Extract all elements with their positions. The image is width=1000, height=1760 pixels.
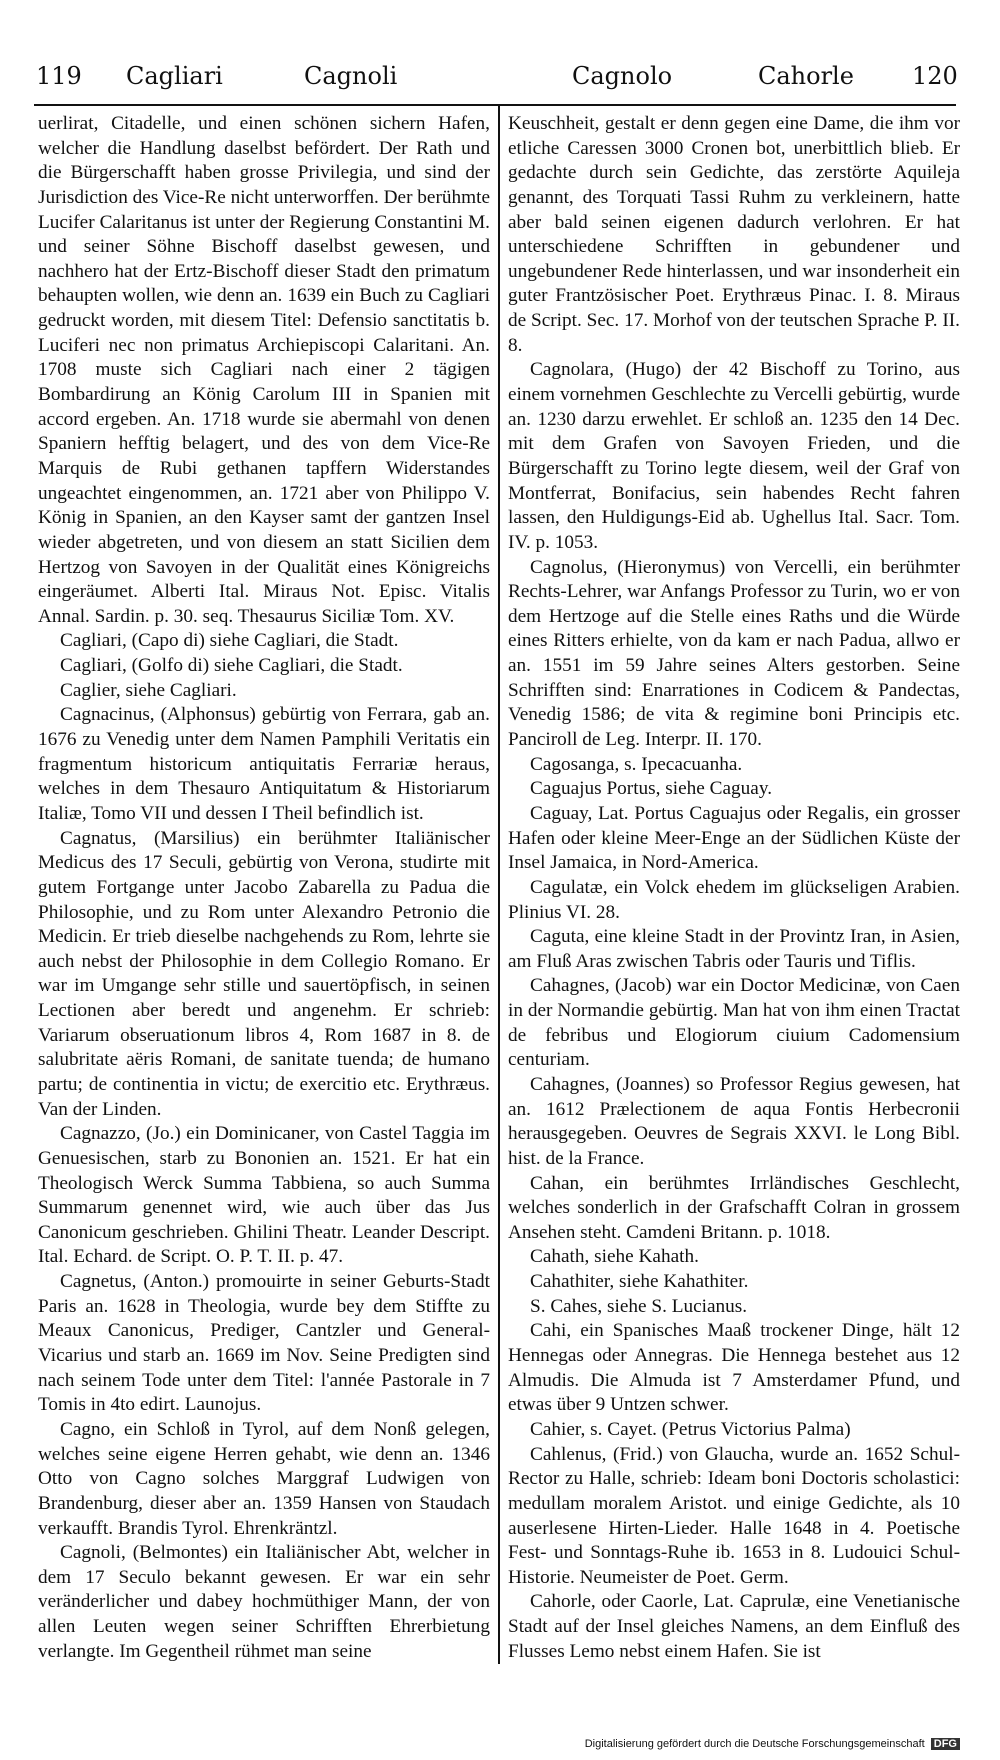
entry-paragraph: Cahathiter, siehe Kahathiter. [530, 1271, 749, 1293]
entry-paragraph: Cahier, s. Cayet. (Petrus Victorius Palma) [530, 1418, 851, 1440]
entry-paragraph: Cahlenus, (Frid.) von Glaucha, wurde an. 1652 Schul-Rector zu Halle, schrieb: Ideam boni Doctoris scholastici: medullam moralem Aristot. und einige Gedichte, als 10 auserlesene Hirten-Lieder. Halle 1648 in 4. Poetische Fest- und Sonntags-Ruhe ib. 1653 in 8. Ludouici Schul-Historie. Neumeister de Poet. Germ. [508, 1443, 960, 1588]
right-page-number: 120 [912, 62, 958, 90]
entry-paragraph: Cagnatus, (Marsilius) ein berühmter Italiänischer Medicus des 17 Seculi, gebürtig von Verona, studirte mit gutem Fortgange unter Jacobo Zabarella zu Padua die Philosophie, und zu Rom unter Alexandro Petronio die Medicin. Er trieb dieselbe nachgehends zu Rom, lehrte sie auch nebst der Philosophie in dem Collegio Romano. Er war im Umgange sehr stille und sauertöpfisch, in seinen Lectionen aber beredt und angenehm. Er schrieb: Variarum obseruationum libros 4, Rom 1687 in 8. de salubritate aëris Romani, de sanitate tuenda; de humano partu; de continentia in victu; de exercitio etc. Erythræus. Van der Linden. [38, 827, 490, 1120]
right-column [508, 112, 960, 1664]
entry-paragraph: Cagnoli, (Belmontes) ein Italiänischer Abt, welcher in dem 17 Seculo bekannt gewesen. Er war ein sehr veränderlicher und dabey hochmüthiger Mann, der von allen Leuten wegen seiner Schrifften Ehrerbietung verlangte. Im Gegentheil rühmet man seine [38, 1542, 490, 1662]
left-catchword-1: Cagliari [126, 62, 223, 90]
dfg-logo: DFG [931, 1738, 960, 1750]
entry-paragraph: Cagnetus, (Anton.) promouirte in seiner Geburts-Stadt Paris an. 1628 in Theologia, wurde bey dem Stiffte zu Meaux Canonicus, Prediger, Cantzler und General-Vicarius und starb an. 1669 im Nov. Seine Predigten sind nach seinem Tode unter dem Titel: l'année Pastorale in 7 Tomis in 4to edirt. Launojus. [38, 1271, 490, 1416]
left-catchword-2: Cagnoli [304, 62, 398, 90]
footer-text: Digitalisierung gefördert durch die Deutsche Forschungsgemeinschaft [584, 1738, 925, 1750]
entry-paragraph: Caguajus Portus, siehe Caguay. [530, 778, 773, 800]
entry-paragraph: Cahorle, oder Caorle, Lat. Caprulæ, eine Venetianische Stadt auf der Insel gleiches Namens, an dem Einfluß des Flusses Lemo nebst einem Hafen. Sie ist [508, 1591, 960, 1662]
entry-paragraph: Cagnolus, (Hieronymus) von Vercelli, ein berühmter Rechts-Lehrer, war Anfangs Professor zu Turin, wo er von dem Hertzoge auf die Stelle eines Raths und die Würde eines Ritters erhielte, von da kam er nach Padua, allwo er an. 1551 im 59 Jahre seines Alters gestorben. Seine Schrifften sind: Enarrationes in Codicem & Pandectas, Venedig 1586; de vita & regimine boni Principis etc. Panciroll de Leg. Interpr. II. 170. [508, 556, 960, 751]
entry-paragraph: Cagnacinus, (Alphonsus) gebürtig von Ferrara, gab an. 1676 zu Venedig unter dem Namen Pamphili Veritatis ein fragmentum historicum antiquitatis Ferrariæ heraus, welches in dem Thesauro Antiquitatum & Historiarum Italiæ, Tomo VII und dessen I Theil befindlich ist. [38, 704, 490, 824]
right-catchword-1: Cagnolo [572, 62, 673, 90]
entry-paragraph: Cahath, siehe Kahath. [530, 1246, 699, 1268]
entry-paragraph: Caguay, Lat. Portus Caguajus oder Regalis, ein grosser Hafen oder kleine Meer-Enge an der Südlichen Küste der Insel Jamaica, in Nord-America. [508, 802, 960, 874]
left-column [38, 112, 490, 1664]
entry-paragraph: Cagulatæ, ein Volck ehedem im glückseligen Arabien. Plinius VI. 28. [508, 876, 960, 923]
entry-paragraph: Keuschheit, gestalt er denn gegen eine Dame, die ihm vor etliche Caressen 3000 Cronen bot, unerbittlich blieb. Er gedachte durch sein Gedichte, das zerstörte Aquileja genannt, des Torquati Tassi Ruhm zu verkleinern, hatte aber bald seinen eigenen dadurch verlohren. Er hat unterschiedene Schrifften in gebundener und ungebundener Rede hinterlassen, und war insonderheit ein guter Frantzösischer Poet. Erythræus Pinac. I. 8. Miraus de Script. Sec. 17. Morhof von der teutschen Sprache P. II. 8. [508, 113, 960, 356]
header-rule [34, 104, 956, 106]
page-header [36, 62, 956, 96]
entry-paragraph: Cahagnes, (Joannes) so Professor Regius gewesen, hat an. 1612 Prælectionem de aqua Fontis Herbecronii herausgegeben. Oeuvres de Segrais XXVI. le Long Bibl. hist. de la France. [508, 1073, 960, 1169]
entry-paragraph: Cagnolara, (Hugo) der 42 Bischoff zu Torino, aus einem vornehmen Geschlechte zu Vercelli gebürtig, wurde an. 1230 darzu erwehlet. Er schloß an. 1235 den 14 Dec. mit dem Grafen von Savoyen Frieden, und die Bürgerschafft zu Torino legte diesem, weil der Graf von Montferrat, Bonifacius, sein habendes Recht fahren lassen, den Huldigungs-Eid ab. Ughellus Ital. Sacr. Tom. IV. p. 1053. [508, 359, 960, 553]
entry-paragraph: Cagosanga, s. Ipecacuanha. [530, 753, 743, 775]
entry-paragraph: Cagliari, (Capo di) siehe Cagliari, die Stadt. [60, 630, 399, 652]
footer-credit [560, 1738, 960, 1750]
entry-paragraph: uerlirat, Citadelle, und einen schönen sichern Hafen, welcher die Handlung daselbst befördert. Der Rath und die Bürgerschafft haben grosse Privilegia, und sind der Jurisdiction des Vice-Re nicht unterworffen. Der berühmte Lucifer Calaritanus ist unter der Regierung Constantini M. und seiner Söhne Bischoff daselbst gewesen, und nachhero hat der Ertz-Bischoff dieser Stadt den primatum behaupten wollen, wie denn an. 1639 ein Buch zu Cagliari gedruckt worden, mit diesem Titel: Defensio sanctitatis b. Luciferi nec non primatus Archiepiscopi Calaritani. An. 1708 muste sich Cagliari nach einer 2 tägigen Bombardirung an König Carolum III in Spanien mit accord ergeben. An. 1718 wurde sie abermahl von denen Spaniern hefftig belagert, und des von dem Vice-Re Marquis de Rubi gethanen tapffern Widerstandes ungeachtet eingenommen, an. 1721 aber von Philippo V. König in Spanien, an den Kayser samt der gantzen Insel wieder abgetreten, und von diesem an statt Sicilien dem Hertzog von Savoyen in der Qualität eines Königreichs eingeräumet. Alberti Ital. Miraus Not. Episc. Vitalis Annal. Sardin. p. 30. seq. Thesaurus Siciliæ Tom. XV. [38, 113, 490, 627]
entry-paragraph: Cahagnes, (Jacob) war ein Doctor Medicinæ, von Caen in der Normandie gebürtig. Man hat von ihm einen Tractat de febribus und Elogiorum ciuium Cadomensium centuriam. [508, 975, 960, 1071]
entry-paragraph: Cagnazzo, (Jo.) ein Dominicaner, von Castel Taggia im Genuesischen, starb zu Bononien an. 1521. Er hat ein Theologisch Werck Summa Tabbiena, so auch Summa Summarum genennet wird, wie auch über das Jus Canonicum geschrieben. Ghilini Theatr. Leander Descript. Ital. Echard. de Script. O. P. T. II. p. 47. [38, 1123, 490, 1268]
entry-paragraph: Cagno, ein Schloß in Tyrol, auf dem Nonß gelegen, welches seine eigene Herren gehabt, wie denn an. 1346 Otto von Cagno solches Marggraf Ludwigen von Brandenburg, dieser aber an. 1359 Hansen von Staudach verkaufft. Brandis Tyrol. Ehrenkräntzl. [38, 1418, 490, 1539]
entry-paragraph: Caguta, eine kleine Stadt in der Provintz Iran, in Asien, am Fluß Aras zwischen Tabris oder Tauris und Tiflis. [508, 926, 960, 972]
entry-paragraph: Cagliari, (Golfo di) siehe Cagliari, die Stadt. [60, 655, 403, 677]
entry-paragraph: Caglier, siehe Cagliari. [60, 679, 237, 701]
entry-paragraph: S. Cahes, siehe S. Lucianus. [530, 1295, 748, 1317]
entry-paragraph: Cahan, ein berühmtes Irrländisches Geschlecht, welches sonderlich in der Grafschafft Colran in grossem Ansehen steht. Camdeni Britann. p. 1018. [508, 1172, 960, 1243]
entry-paragraph: Cahi, ein Spanisches Maaß trockener Dinge, hält 12 Hennegas oder Annegras. Die Hennega bestehet aus 12 Almudis. Die Almuda ist 7 Amsterdamer Pfund, und etwas über 9 Untzen schwer. [508, 1320, 960, 1416]
left-page-number: 119 [36, 62, 82, 90]
right-catchword-2: Cahorle [758, 62, 854, 90]
column-divider [498, 104, 500, 1664]
